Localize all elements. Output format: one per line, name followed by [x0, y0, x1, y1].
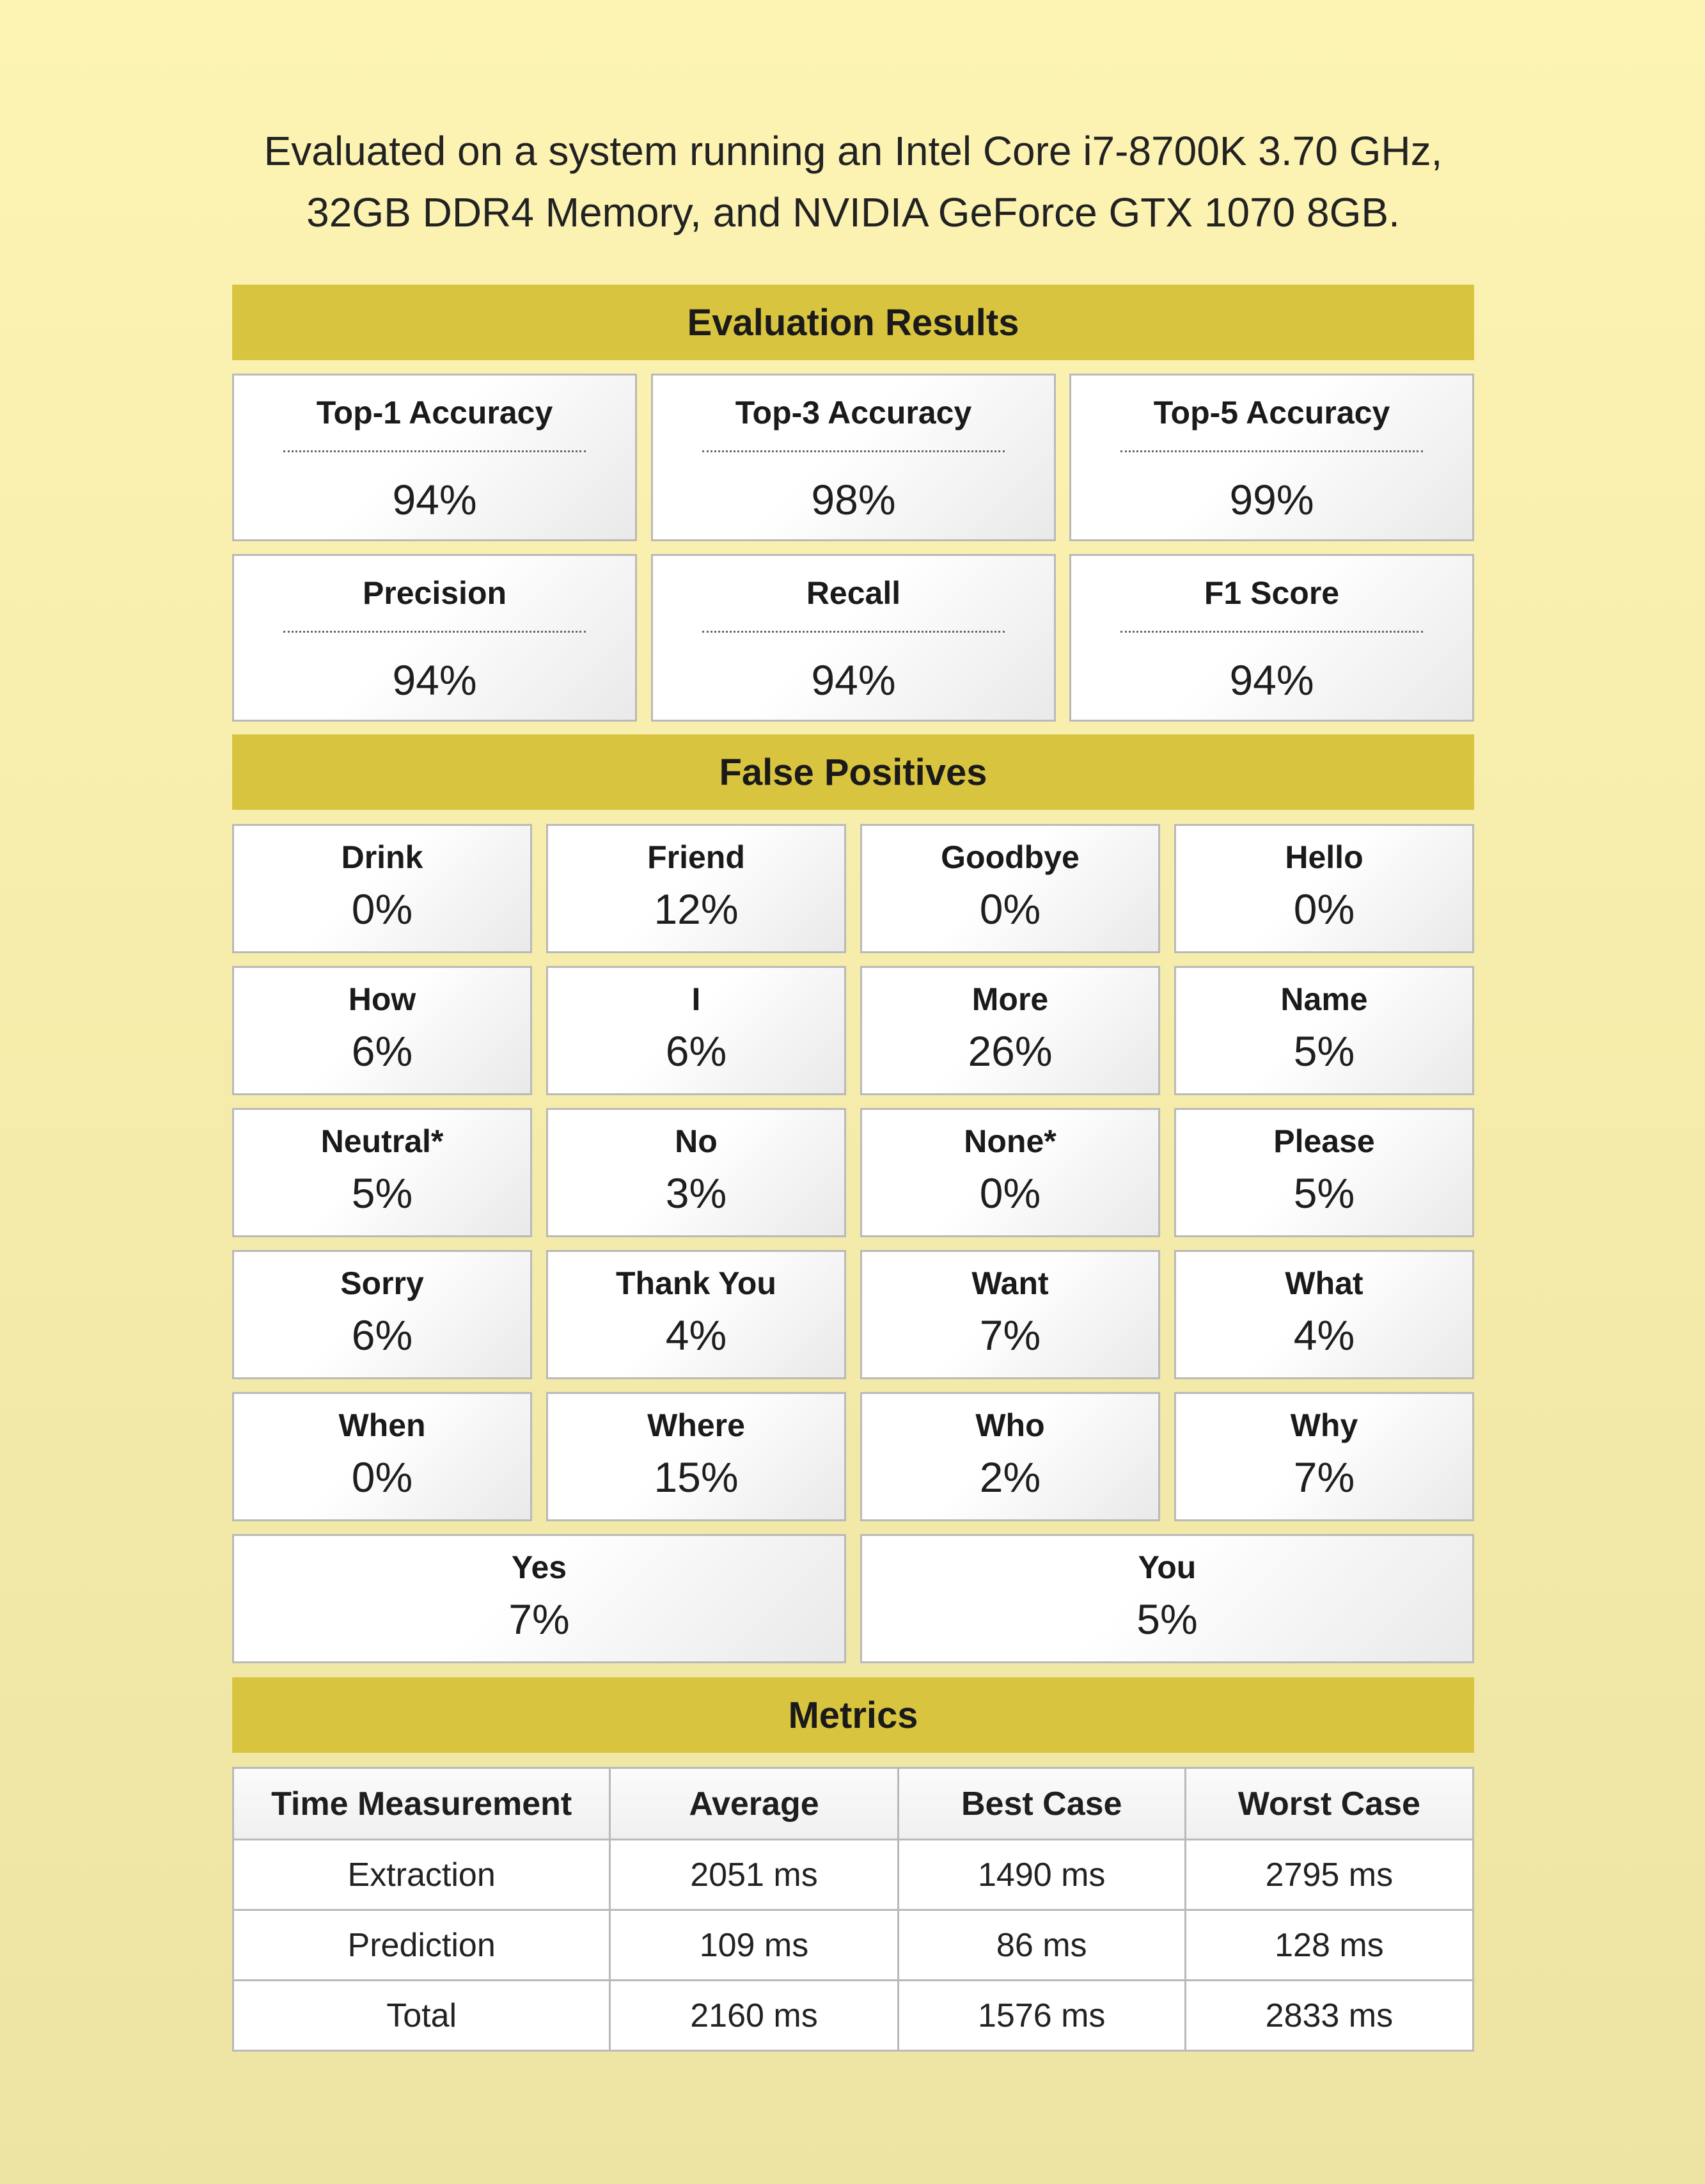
fp-label: Please: [1273, 1123, 1375, 1159]
fp-value: 6%: [351, 1027, 413, 1075]
metric-card-precision: [232, 554, 637, 722]
false-positive-card-yes: [232, 1534, 846, 1663]
false-positive-card-hello: [1174, 824, 1474, 953]
system-description: [230, 120, 1476, 243]
metric-card-value: 94%: [392, 656, 477, 704]
fp-label: Name: [1280, 981, 1368, 1017]
column-header-worst-case: Worst Case: [1185, 1768, 1473, 1840]
table-header-row: [233, 1768, 1473, 1840]
fp-value: 0%: [1293, 885, 1355, 933]
table-cell: 128 ms: [1185, 1910, 1473, 1981]
false-positive-card-when: [232, 1392, 532, 1521]
fp-value: 15%: [654, 1453, 739, 1501]
fp-label: You: [1138, 1549, 1197, 1585]
fp-value: 7%: [979, 1311, 1041, 1359]
table-cell: 86 ms: [898, 1910, 1185, 1981]
false-positive-card-where: [546, 1392, 846, 1521]
fp-label: Drink: [341, 839, 423, 875]
table-cell: 2795 ms: [1185, 1840, 1473, 1910]
table-row: [233, 1840, 1473, 1910]
false-positive-card-no: [546, 1108, 846, 1237]
fp-label: How: [348, 981, 416, 1017]
fp-value: 26%: [968, 1027, 1053, 1075]
fp-value: 3%: [665, 1169, 727, 1217]
dotted-divider: [1120, 450, 1423, 452]
metrics-header: Metrics: [232, 1677, 1474, 1753]
table-cell: 2160 ms: [610, 1981, 898, 2051]
false-positive-card-who: [860, 1392, 1160, 1521]
fp-value: 12%: [654, 885, 739, 933]
false-positive-card-thank-you: [546, 1250, 846, 1379]
fp-value: 5%: [1293, 1027, 1355, 1075]
dotted-divider: [702, 450, 1005, 452]
fp-label: I: [691, 981, 701, 1017]
metric-card-label: F1 Score: [1204, 575, 1340, 611]
table-cell: Total: [233, 1981, 610, 2051]
dotted-divider: [283, 450, 586, 452]
fp-label: Why: [1290, 1407, 1358, 1443]
table-row: [233, 1910, 1473, 1981]
table-cell: Extraction: [233, 1840, 610, 1910]
fp-label: What: [1285, 1265, 1363, 1301]
table-cell: 2833 ms: [1185, 1981, 1473, 2051]
false-positive-card-name: [1174, 966, 1474, 1095]
table-cell: 1576 ms: [898, 1981, 1185, 2051]
metric-card-label: Top-1 Accuracy: [316, 395, 553, 431]
fp-label: Sorry: [340, 1265, 424, 1301]
fp-value: 0%: [351, 885, 413, 933]
fp-label: Neutral*: [320, 1123, 444, 1159]
metric-card-value: 94%: [811, 656, 896, 704]
false-positive-card-what: [1174, 1250, 1474, 1379]
fp-value: 4%: [665, 1311, 727, 1359]
fp-value: 5%: [1293, 1169, 1355, 1217]
metric-card-label: Recall: [806, 575, 901, 611]
false-positive-card-i: [546, 966, 846, 1095]
false-positive-card-why: [1174, 1392, 1474, 1521]
fp-value: 5%: [1136, 1595, 1198, 1643]
table-cell: 109 ms: [610, 1910, 898, 1981]
fp-label: Where: [647, 1407, 745, 1443]
false-positive-card-drink: [232, 824, 532, 953]
metrics-table: [232, 1767, 1474, 2052]
metric-card-label: Precision: [362, 575, 507, 611]
false-positive-card-goodbye: [860, 824, 1160, 953]
evaluation-results-header: Evaluation Results: [232, 285, 1474, 360]
fp-value: 6%: [351, 1311, 413, 1359]
metric-card-top3-accuracy: [651, 374, 1056, 541]
dotted-divider: [283, 631, 586, 633]
table-cell: 2051 ms: [610, 1840, 898, 1910]
fp-label: No: [675, 1123, 718, 1159]
metric-card-value: 94%: [392, 476, 477, 523]
metric-card-top1-accuracy: [232, 374, 637, 541]
column-header-best-case: Best Case: [898, 1768, 1185, 1840]
metric-card-top5-accuracy: [1069, 374, 1474, 541]
fp-label: Want: [971, 1265, 1049, 1301]
fp-value: 5%: [351, 1169, 413, 1217]
fp-value: 0%: [979, 885, 1041, 933]
dotted-divider: [1120, 631, 1423, 633]
column-header-average: Average: [610, 1768, 898, 1840]
table-cell: 1490 ms: [898, 1840, 1185, 1910]
false-positive-card-sorry: [232, 1250, 532, 1379]
metric-card-recall: [651, 554, 1056, 722]
fp-label: Hello: [1285, 839, 1363, 875]
false-positives-header: False Positives: [232, 734, 1474, 810]
metric-card-value: 94%: [1229, 656, 1314, 704]
fp-label: Thank You: [616, 1265, 776, 1301]
fp-label: More: [971, 981, 1049, 1017]
metric-card-label: Top-3 Accuracy: [735, 395, 972, 431]
fp-label: Goodbye: [941, 839, 1080, 875]
fp-label: When: [338, 1407, 426, 1443]
false-positive-card-friend: [546, 824, 846, 953]
fp-value: 4%: [1293, 1311, 1355, 1359]
fp-value: 6%: [665, 1027, 727, 1075]
metric-card-label: Top-5 Accuracy: [1153, 395, 1390, 431]
false-positive-card-how: [232, 966, 532, 1095]
false-positive-card-you: [860, 1534, 1474, 1663]
fp-label: None*: [964, 1123, 1057, 1159]
fp-label: Yes: [511, 1549, 567, 1585]
dotted-divider: [702, 631, 1005, 633]
system-description-line-1: Evaluated on a system running an Intel Core i7-8700K 3.70 GHz,: [263, 128, 1443, 174]
false-positive-card-none: [860, 1108, 1160, 1237]
fp-value: 0%: [351, 1453, 413, 1501]
fp-label: Who: [975, 1407, 1045, 1443]
table-row: [233, 1981, 1473, 2051]
fp-value: 7%: [1293, 1453, 1355, 1501]
fp-value: 0%: [979, 1169, 1041, 1217]
column-header-time-measurement: Time Measurement: [233, 1768, 610, 1840]
metric-card-value: 98%: [811, 476, 896, 523]
fp-label: Friend: [647, 839, 745, 875]
metric-card-value: 99%: [1229, 476, 1314, 523]
false-positive-card-more: [860, 966, 1160, 1095]
fp-value: 2%: [979, 1453, 1041, 1501]
false-positive-card-want: [860, 1250, 1160, 1379]
system-description-line-2: 32GB DDR4 Memory, and NVIDIA GeForce GTX 1070 8GB.: [306, 189, 1400, 235]
false-positive-card-neutral: [232, 1108, 532, 1237]
fp-value: 7%: [508, 1595, 570, 1643]
table-cell: Prediction: [233, 1910, 610, 1981]
false-positive-card-please: [1174, 1108, 1474, 1237]
metric-card-f1-score: [1069, 554, 1474, 722]
